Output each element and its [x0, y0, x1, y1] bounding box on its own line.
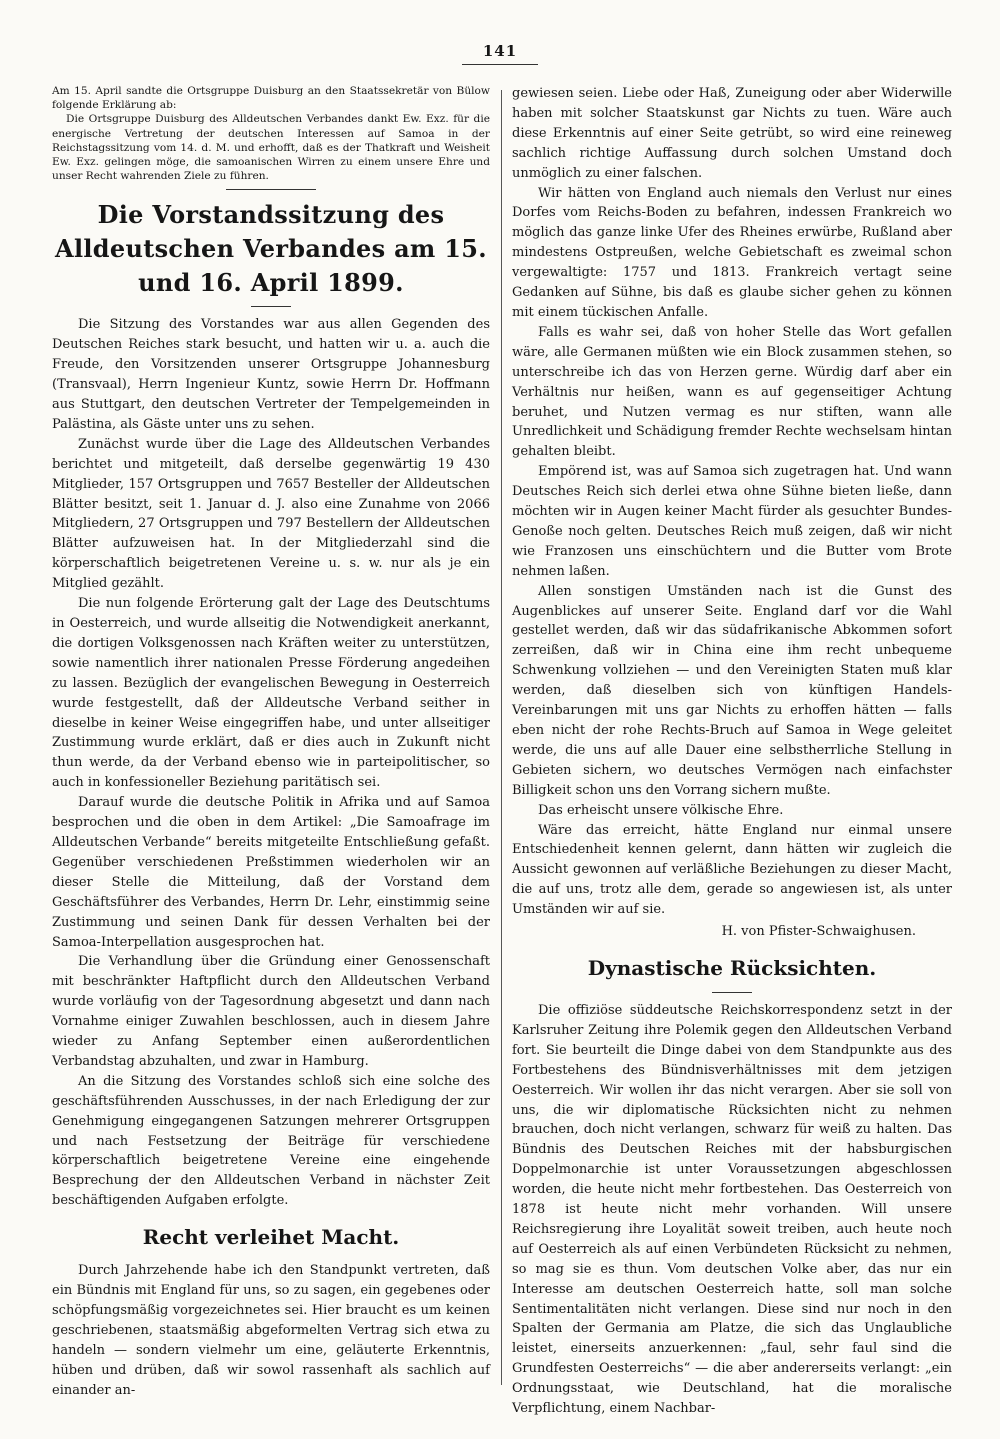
author-signature: H. von Pfister-Schwaighusen. — [721, 924, 916, 940]
headline-dynastische-ruecksichten: Dynastische Rücksichten. — [587, 955, 877, 980]
page-number-rule — [462, 64, 538, 65]
article-paragraph: Wir hätten von England auch niemals den Verlust nur eines Dorfes vom Reichs-Boden zu befahren, indessen Frankreich wo möglich das ganze linke Ufer des Rheines erwürbe, Rußland aber mindestens Ostpreußen, welche Gebietschaft es zweimal schon vergewaltigte: 1757 und 1813. Frankreich vertagt seine Gedanken auf Sühne, bis daß es glaube sicher gehen zu können mit einem tückischen Anfalle. — [512, 185, 952, 320]
article-paragraph: Die nun folgende Erörterung galt der Lage des Deutschtums in Oesterreich, und wurde allseitig die Notwendigkeit anerkannt, die dortigen Volksgenossen nach Kräften weiter zu unterstützen, sowie namentlich ihrer nationalen Presse Förderung angedeihen zu lassen. Bezüglich der evangelischen Bewegung in Oesterreich wurde festgestellt, daß der Alldeutsche Verband seither in dieselbe in keiner Weise eingegriffen habe, und unter allseitiger Zustimmung wurde erklärt, daß er dies auch in Zukunft nicht thun werde, da der Verband ebenso wie in parteipolitischer, so auch in konfessioneller Beziehung paritätisch sei. — [52, 596, 490, 791]
article-paragraph: An die Sitzung des Vorstandes schloß sich eine solche des geschäftsführenden Ausschusses, in der nach Erledigung der zur Genehmigung eingegangenen Satzungen mehrerer Ortsgruppen und nach Festsetzung der Beiträge für verschiedene körperschaftlich beigetretene Vereine eine eingehende Besprechung der den Alldeutschen Verband in nächster Zeit beschäftigenden Aufgaben erfolgte. — [52, 1073, 490, 1209]
headline-rule — [712, 992, 752, 993]
column-divider — [501, 90, 502, 1385]
left-column — [52, 84, 490, 1401]
article-paragraph: Das erheischt unsere völkische Ehre. — [538, 802, 784, 818]
article-paragraph: Die Verhandlung über die Gründung einer Genossenschaft mit beschränkter Haftpflicht durch den Alldeutschen Verband wurde vorläufig von der Tagesordnung abgesetzt und dann nach Vornahme einiger Zuwahlen beschlossen, auch in diesem Jahre wieder zu Anfang September einen außerordentlichen Verbandstag abzuhalten, und zwar in Hamburg. — [52, 954, 490, 1069]
headline-vorstandssitzung: Die Vorstandssitzung des Alldeutschen Verbandes am 15. und 16. April 1899. — [55, 200, 487, 298]
article-paragraph: Falls es wahr sei, daß von hoher Stelle das Wort gefallen wäre, alle Germanen müßten wie ein Block zusammen stehen, so unterschreibe ich das von Herzen gerne. Würdig darf aber ein Verhältnis nur heißen, wann es auf gegenseitiger Achtung beruhet, und Nutzen vermag es nur stiften, wann alle Unredlichkeit und Schädigung fremder Rechte wechselsam hintan gehalten bleibt. — [512, 324, 952, 460]
intro-paragraph: Am 15. April sandte die Ortsgruppe Duisburg an den Staatssekretär von Bülow folgende Erklärung ab: — [52, 85, 490, 112]
headline-rule — [251, 306, 291, 307]
headline-recht-verleihet-macht: Recht verleihet Macht. — [142, 1225, 400, 1250]
article-paragraph: Zunächst wurde über die Lage des Alldeutschen Verbandes berichtet und mitgeteilt, daß derselbe gegenwärtig 19 430 Mitglieder, 157 Ortsgruppen und 7657 Besteller der Alldeutschen Blätter besitzt, seit 1. Januar d. J. also eine Zunahme von 2066 Mitgliedern, 27 Ortsgruppen und 797 Bestellern der Alldeutschen Blätter aufzuweisen hat. In der Mitgliederzahl sind die körperschaftlich beigetretenen Vereine u. s. w. nur als je ein Mitglied gezählt. — [52, 436, 490, 592]
page-number: 141 — [482, 42, 518, 60]
section-divider — [226, 189, 316, 190]
article-paragraph: Die offiziöse süddeutsche Reichskorrespondenz setzt in der Karlsruher Zeitung ihre Polemik gegen den Alldeutschen Verband fort. Sie beurteilt die Dinge dabei von dem Standpunkte aus des Fortbestehens des Bündnisverhältnisses mit dem jetzigen Oesterreich. Wir wollen ihr das nicht verargen. Aber sie soll von uns, die wir diplomatische Rücksichten nicht zu nehmen brauchen, doch nicht verlangen, schwarz für weiß zu halten. Das Bündnis des Deutschen Reiches mit der habsburgischen Doppelmonarchie ist unter Voraussetzungen abgeschlossen worden, die heute nicht mehr fortbestehen. Das Oesterreich von 1878 ist heute nicht mehr vorhanden. Will unsere Reichsregierung ihre Loyalität soweit treiben, auch heute noch auf Oesterreich als auf einen Verbündeten Rücksicht zu nehmen, so mag sie es thun. Vom deutschen Volke aber, das nur ein Interesse am deutschen Oesterreich hatte, soll man solche Sentimentalitäten nicht verlangen. Diese sind nur noch in den Spalten der Germania am Platze, die sich das Unglaubliche leistet, einerseits anzuerkennen: „faul, sehr faul sind die Grundfesten Oesterreichs“ — die aber andererseits verlangt: „ein Ordnungsstaat, wie Deutschland, hat die moralische Verpflichtung, einem Nachbar- — [512, 1002, 952, 1417]
article-paragraph: Die Sitzung des Vorstandes war aus allen Gegenden des Deutschen Reiches stark besucht, und hatten wir u. a. auch die Freude, den Vorsitzenden unserer Ortsgruppe Johannesburg (Transvaal), Herrn Ingenieur Kuntz, sowie Herrn Dr. Hoffmann aus Stuttgart, den deutschen Vertreter der Tempelgemeinden in Palästina, als Gäste unter uns zu sehen. — [52, 317, 490, 432]
intro-paragraph: Die Ortsgruppe Duisburg des Alldeutschen Verbandes dankt Ew. Exz. für die energische Vertretung der deutschen Interessen auf Samoa in der Reichstagssitzung vom 14. d. M. und erhofft, daß es der Thatkraft und Weisheit Ew. Exz. gelingen möge, die samoanischen Wirren zu einem unsere Ehre und unser Recht wahrenden Ziele zu führen. — [52, 113, 490, 183]
article-paragraph: Allen sonstigen Umständen nach ist die Gunst des Augenblickes auf unserer Seite. England darf vor die Wahl gestellet werden, daß wir das südafrikanische Abkommen sofort zerreißen, daß wir in China eine ihm recht unbequeme Schwenkung vollziehen — und den Vereinigten Staten muß klar werden, daß dieselben sich von künftigen Handels-Vereinbarungen mit uns gar Nichts zu erhoffen hätten — falls eben nicht der rohe Rechts-Bruch auf Samoa in Wege geleitet werde, die uns auf alle Dauer eine selbstherrliche Stellung in Gebieten sichern, wo deutsches Vermögen nach einfachster Billigkeit schon uns den Vorrang sichern mußte. — [512, 583, 952, 798]
article-paragraph: gewiesen seien. Liebe oder Haß, Zuneigung oder aber Widerwille haben mit solcher Staatskunst gar Nichts zu tuen. Wäre auch diese Erkenntnis auf einer Seite getrübt, so wird eine reineweg sachlich richtige Auffassung durch solchen Umstand doch unmöglich zu einer falschen. — [512, 86, 952, 181]
article-paragraph: Darauf wurde die deutsche Politik in Afrika und auf Samoa besprochen und die oben in dem Artikel: „Die Samoafrage im Alldeutschen Verbande“ bereits mitgeteilte Entschließung gefaßt. Gegenüber verschiedenen Preßstimmen wiederholen wir an dieser Stelle die Mitteilung, daß der Vorstand dem Geschäftsführer des Verbandes, Herrn Dr. Lehr, einstimmig seine Zustimmung und seinen Dank für dessen Verhalten bei der Samoa-Interpellation ausgesprochen hat. — [52, 795, 490, 950]
right-column — [512, 84, 952, 1419]
intro-notice — [52, 84, 490, 183]
article-paragraph: Wäre das erreicht, hätte England nur einmal unsere Entschiedenheit kennen gelernt, dann hätten wir zugleich die Aussicht gewonnen auf verläßliche Beziehungen zu dieser Macht, die auf uns, trotz alle dem, gerade so angewiesen ist, als unter Umständen wir auf sie. — [512, 822, 952, 918]
article-paragraph: Durch Jahrzehende habe ich den Standpunkt vertreten, daß ein Bündnis mit England für uns, so zu sagen, ein gegebenes oder schöpfungsmäßig vorgezeichnetes sei. Hier braucht es um keinen geschriebenen, staatsmäßig abgeformelten Vertrag sich etwa zu handeln — sondern vielmehr um eine, geläuterte Erkenntnis, hüben und drüben, daß wir sowol rassenhaft als sachlich auf einander an- — [52, 1263, 490, 1398]
article-paragraph: Empörend ist, was auf Samoa sich zugetragen hat. Und wann Deutsches Reich sich derlei etwa ohne Sühne bieten ließe, dann möchten wir in Augen keiner Macht fürder als gesuchter Bundes-Genoße noch gelten. Deutsches Reich muß zeigen, daß wir nicht wie Franzosen uns einschüchtern und die Butter vom Brote nehmen laßen. — [512, 464, 952, 579]
